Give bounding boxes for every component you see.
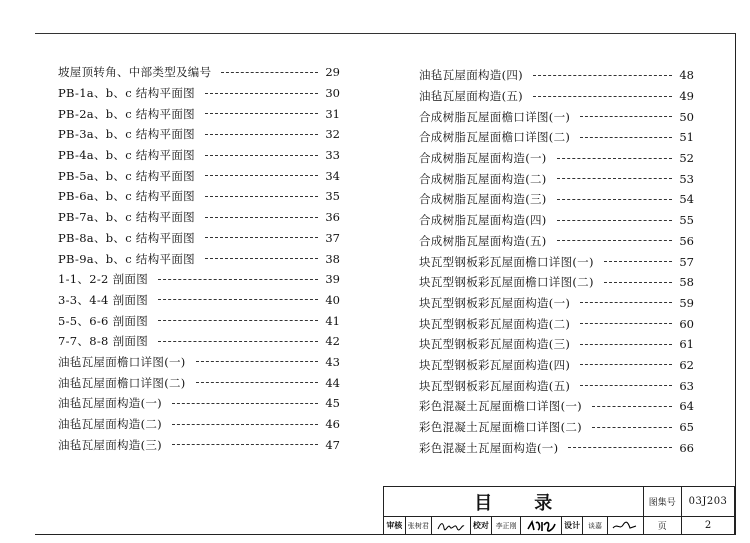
toc-entry-page: 62 bbox=[679, 357, 694, 372]
toc-entry-title: PB-7a、b、c 结构平面图 bbox=[58, 210, 195, 225]
toc-entry bbox=[419, 251, 694, 272]
toc-entry bbox=[419, 189, 694, 210]
toc-entry-page: 39 bbox=[325, 272, 340, 287]
toc-entry-title: 合成树脂瓦屋面构造(一) bbox=[419, 151, 547, 166]
dot-leader bbox=[158, 320, 318, 321]
toc-entry-title: 坡屋顶转角、中部类型及编号 bbox=[58, 65, 212, 80]
toc-entry-page: 58 bbox=[679, 275, 694, 290]
toc-entry-page: 61 bbox=[679, 337, 694, 352]
toc-entry-title: PB-1a、b、c 结构平面图 bbox=[58, 86, 195, 101]
dot-leader bbox=[592, 427, 672, 428]
title-block bbox=[383, 486, 735, 534]
toc-entry-page: 65 bbox=[679, 420, 694, 435]
dot-leader bbox=[533, 96, 672, 97]
toc-entry-title: PB-4a、b、c 结构平面图 bbox=[58, 148, 195, 163]
toc-entry bbox=[58, 269, 340, 290]
toc-entry bbox=[58, 372, 340, 393]
dot-leader bbox=[580, 323, 672, 324]
dot-leader bbox=[557, 199, 672, 200]
review-label: 审核 bbox=[384, 517, 406, 535]
toc-entry-title: 块瓦型钢板彩瓦屋面构造(五) bbox=[419, 378, 571, 393]
dot-leader bbox=[580, 364, 672, 365]
dot-leader bbox=[158, 341, 318, 342]
dot-leader bbox=[196, 382, 318, 383]
toc-entry bbox=[419, 437, 694, 458]
toc-entry-page: 48 bbox=[679, 68, 694, 83]
toc-entry bbox=[58, 331, 340, 352]
reviewer-signature bbox=[432, 517, 470, 535]
toc-entry bbox=[419, 334, 694, 355]
checker-name: 李正刚 bbox=[492, 517, 521, 535]
toc-entry bbox=[419, 375, 694, 396]
toc-entry-page: 35 bbox=[325, 189, 340, 204]
toc-entry-page: 54 bbox=[679, 192, 694, 207]
toc-entry bbox=[419, 127, 694, 148]
dot-leader bbox=[533, 75, 672, 76]
atlas-number-label: 图集号 bbox=[643, 487, 681, 517]
dot-leader bbox=[205, 134, 318, 135]
toc-entry bbox=[419, 231, 694, 252]
toc-entry-page: 64 bbox=[679, 399, 694, 414]
page-number: 2 bbox=[682, 517, 735, 535]
toc-entry bbox=[58, 290, 340, 311]
dot-leader bbox=[205, 155, 318, 156]
toc-entry-title: 3-3、4-4 剖面图 bbox=[58, 292, 148, 307]
toc-entry-title: 块瓦型钢板彩瓦屋面构造(二) bbox=[419, 316, 571, 331]
dot-leader bbox=[580, 116, 672, 117]
toc-entry-page: 38 bbox=[325, 251, 340, 266]
toc-entry-page: 30 bbox=[325, 86, 340, 101]
toc-entry-title: 5-5、6-6 剖面图 bbox=[58, 313, 148, 328]
toc-entry bbox=[58, 352, 340, 373]
toc-entry-page: 57 bbox=[679, 254, 694, 269]
toc-entry-page: 63 bbox=[679, 378, 694, 393]
atlas-number: 03J203 bbox=[682, 487, 735, 517]
toc-entry bbox=[58, 310, 340, 331]
toc-entry-page: 45 bbox=[325, 396, 340, 411]
toc-entry-page: 43 bbox=[325, 354, 340, 369]
dot-leader bbox=[557, 220, 672, 221]
toc-entry bbox=[58, 124, 340, 145]
toc-entry-title: 合成树脂瓦屋面构造(五) bbox=[419, 233, 547, 248]
toc-entry-page: 33 bbox=[325, 148, 340, 163]
toc-entry-page: 34 bbox=[325, 168, 340, 183]
sheet-title: 目录 bbox=[384, 487, 644, 517]
toc-entry-title: PB-6a、b、c 结构平面图 bbox=[58, 189, 195, 204]
toc-entry-title: 油毡瓦屋面构造(四) bbox=[419, 68, 523, 83]
signature-scribble-icon bbox=[437, 520, 465, 532]
toc-entry-title: 油毡瓦屋面构造(五) bbox=[419, 89, 523, 104]
toc-entry-page: 52 bbox=[679, 151, 694, 166]
toc-entry-title: 油毡瓦屋面檐口详图(一) bbox=[58, 354, 186, 369]
check-label: 校对 bbox=[470, 517, 492, 535]
toc-entry bbox=[419, 272, 694, 293]
toc-entry-title: 彩色混凝土瓦屋面檐口详图(一) bbox=[419, 399, 582, 414]
toc-entry-title: 1-1、2-2 剖面图 bbox=[58, 272, 148, 287]
toc-entry-page: 60 bbox=[679, 316, 694, 331]
dot-leader bbox=[557, 178, 672, 179]
toc-entry-page: 41 bbox=[325, 313, 340, 328]
dot-leader bbox=[604, 282, 672, 283]
toc-entry-page: 56 bbox=[679, 233, 694, 248]
toc-entry bbox=[58, 145, 340, 166]
toc-entry-title: 合成树脂瓦屋面檐口详图(二) bbox=[419, 130, 571, 145]
toc-entry bbox=[58, 393, 340, 414]
toc-entry bbox=[58, 248, 340, 269]
toc-entry-page: 29 bbox=[325, 65, 340, 80]
toc-entry bbox=[419, 65, 694, 86]
toc-entry bbox=[419, 106, 694, 127]
toc-entry bbox=[58, 207, 340, 228]
toc-entry bbox=[419, 355, 694, 376]
toc-entry-title: 合成树脂瓦屋面构造(二) bbox=[419, 171, 547, 186]
toc-entry-title: 块瓦型钢板彩瓦屋面构造(四) bbox=[419, 357, 571, 372]
toc-entry-title: 油毡瓦屋面檐口详图(二) bbox=[58, 375, 186, 390]
dot-leader bbox=[580, 385, 672, 386]
dot-leader bbox=[604, 261, 672, 262]
signature-scribble-icon bbox=[526, 519, 556, 533]
toc-entry bbox=[419, 168, 694, 189]
designer-name: 谈嘉 bbox=[583, 517, 607, 535]
signature-scribble-icon bbox=[612, 520, 638, 532]
toc-entry bbox=[58, 165, 340, 186]
dot-leader bbox=[592, 406, 672, 407]
page-label: 页 bbox=[643, 517, 681, 535]
dot-leader bbox=[205, 258, 318, 259]
dot-leader bbox=[205, 113, 318, 114]
toc-entry-title: 7-7、8-8 剖面图 bbox=[58, 334, 148, 349]
toc-entry-title: 彩色混凝土瓦屋面檐口详图(二) bbox=[419, 420, 582, 435]
toc-entry-page: 40 bbox=[325, 292, 340, 307]
designer-signature bbox=[607, 517, 643, 535]
toc-entry-page: 42 bbox=[325, 334, 340, 349]
toc-entry bbox=[419, 417, 694, 438]
toc-entry-page: 44 bbox=[325, 375, 340, 390]
toc-entry bbox=[58, 186, 340, 207]
toc-entry-page: 47 bbox=[325, 437, 340, 452]
toc-entry-page: 31 bbox=[325, 106, 340, 121]
dot-leader bbox=[205, 196, 318, 197]
toc-entry bbox=[419, 396, 694, 417]
dot-leader bbox=[557, 240, 672, 241]
dot-leader bbox=[568, 447, 672, 448]
dot-leader bbox=[205, 93, 318, 94]
dot-leader bbox=[580, 302, 672, 303]
dot-leader bbox=[205, 175, 318, 176]
reviewer-signature-mark bbox=[437, 521, 465, 530]
dot-leader bbox=[205, 217, 318, 218]
title-block-table bbox=[383, 486, 735, 535]
toc-entry-title: PB-9a、b、c 结构平面图 bbox=[58, 251, 195, 266]
toc-entry-title: PB-8a、b、c 结构平面图 bbox=[58, 230, 195, 245]
toc-entry-title: 油毡瓦屋面构造(一) bbox=[58, 396, 162, 411]
toc-entry-title: PB-2a、b、c 结构平面图 bbox=[58, 106, 195, 121]
dot-leader bbox=[557, 158, 672, 159]
reviewer-name: 张树君 bbox=[405, 517, 431, 535]
checker-signature bbox=[520, 517, 561, 535]
toc-entry-title: 块瓦型钢板彩瓦屋面檐口详图(一) bbox=[419, 254, 594, 269]
toc-entry-page: 55 bbox=[679, 213, 694, 228]
toc-entry-page: 49 bbox=[679, 89, 694, 104]
toc-entry-title: 块瓦型钢板彩瓦屋面构造(三) bbox=[419, 337, 571, 352]
toc-entry bbox=[58, 62, 340, 83]
toc-entry-title: PB-5a、b、c 结构平面图 bbox=[58, 168, 195, 183]
toc-entry bbox=[419, 293, 694, 314]
dot-leader bbox=[580, 137, 672, 138]
dot-leader bbox=[158, 299, 318, 300]
toc-entry bbox=[58, 414, 340, 435]
toc-entry bbox=[58, 434, 340, 455]
dot-leader bbox=[580, 344, 672, 345]
toc-entry bbox=[419, 148, 694, 169]
dot-leader bbox=[172, 403, 318, 404]
toc-entry-page: 37 bbox=[325, 230, 340, 245]
dot-leader bbox=[221, 72, 318, 73]
toc-entry-page: 53 bbox=[679, 171, 694, 186]
toc-entry-page: 36 bbox=[325, 210, 340, 225]
dot-leader bbox=[205, 237, 318, 238]
toc-entry bbox=[58, 103, 340, 124]
toc-entry-title: 合成树脂瓦屋面构造(三) bbox=[419, 192, 547, 207]
toc-left-column bbox=[58, 62, 340, 455]
dot-leader bbox=[158, 279, 318, 280]
toc-entry-title: 油毡瓦屋面构造(二) bbox=[58, 417, 162, 432]
dot-leader bbox=[172, 444, 318, 445]
toc-entry-title: 彩色混凝土瓦屋面构造(一) bbox=[419, 440, 559, 455]
toc-entry-page: 32 bbox=[325, 127, 340, 142]
toc-entry bbox=[419, 313, 694, 334]
toc-entry-title: 油毡瓦屋面构造(三) bbox=[58, 437, 162, 452]
toc-entry bbox=[58, 83, 340, 104]
toc-entry bbox=[419, 86, 694, 107]
design-label: 设计 bbox=[561, 517, 583, 535]
toc-entry-title: 合成树脂瓦屋面檐口详图(一) bbox=[419, 109, 571, 124]
dot-leader bbox=[196, 361, 318, 362]
toc-entry-title: 块瓦型钢板彩瓦屋面檐口详图(二) bbox=[419, 275, 594, 290]
toc-right-column bbox=[419, 65, 694, 458]
toc-entry bbox=[58, 228, 340, 249]
toc-entry-title: PB-3a、b、c 结构平面图 bbox=[58, 127, 195, 142]
toc-entry-title: 块瓦型钢板彩瓦屋面构造(一) bbox=[419, 295, 571, 310]
toc-entry-page: 66 bbox=[679, 440, 694, 455]
toc-entry bbox=[419, 210, 694, 231]
toc-entry-page: 50 bbox=[679, 109, 694, 124]
toc-entry-page: 46 bbox=[325, 417, 340, 432]
toc-entry-page: 51 bbox=[679, 130, 694, 145]
toc-entry-page: 59 bbox=[679, 295, 694, 310]
toc-entry-title: 合成树脂瓦屋面构造(四) bbox=[419, 213, 547, 228]
dot-leader bbox=[172, 424, 318, 425]
